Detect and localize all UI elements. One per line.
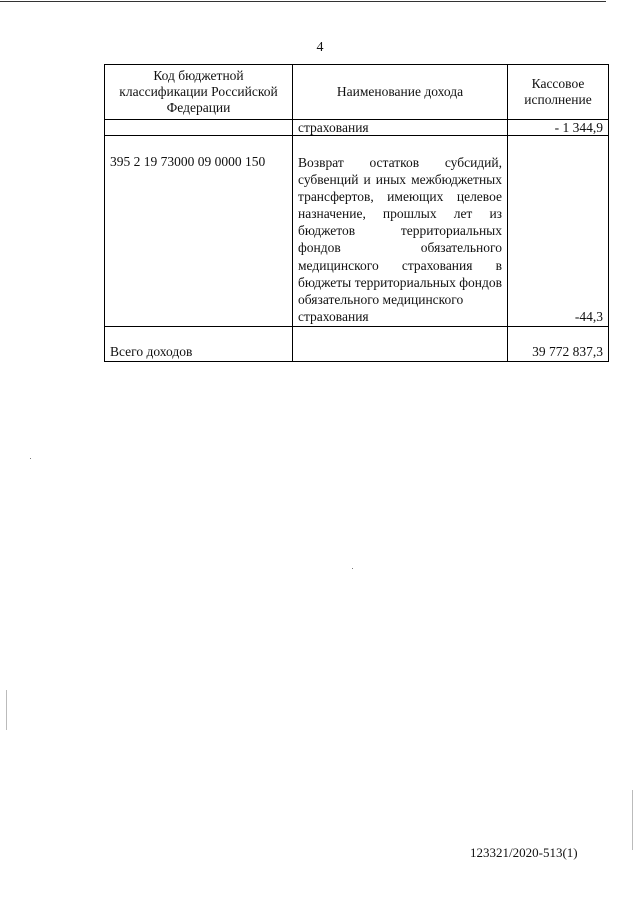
header-cash-execution: Кассовое исполнение [508, 65, 609, 120]
table-header-row [105, 65, 609, 120]
scan-edge-mark [6, 690, 7, 730]
cell-code: 395 2 19 73000 09 0000 150 [105, 136, 293, 327]
cell-name [293, 326, 508, 361]
cell-name [293, 136, 508, 327]
cell-code [105, 120, 293, 136]
cell-name-last-line: страхования [298, 308, 369, 324]
scan-speck [352, 568, 353, 569]
document-registration-number: 123321/2020-513(1) [470, 845, 578, 860]
scan-speck [30, 458, 31, 459]
total-row [105, 326, 609, 361]
cell-amount: - 1 344,9 [508, 120, 609, 136]
top-border-line [0, 1, 606, 2]
scan-edge-mark [632, 790, 633, 850]
budget-revenue-table [104, 64, 609, 362]
page-number: 4 [316, 40, 324, 55]
cell-name-text: Возврат остатков субсидий, субвенций и иных межбюджетных трансфертов, имеющих целевое назначение, прошлых лет из бюджетов территориальных фондов обязательного медицинского страхования в бюджеты территориальных фондов обязательного медицинского [298, 155, 502, 307]
header-revenue-name: Наименование дохода [293, 65, 508, 120]
header-budget-code: Код бюджетной классификации Российской Федерации [105, 65, 293, 120]
total-amount: 39 772 837,3 [508, 326, 609, 361]
cell-amount: -44,3 [508, 136, 609, 327]
table-row [105, 136, 609, 327]
total-label: Всего доходов [105, 326, 293, 361]
table-row [105, 120, 609, 136]
cell-name: страхования [293, 120, 508, 136]
